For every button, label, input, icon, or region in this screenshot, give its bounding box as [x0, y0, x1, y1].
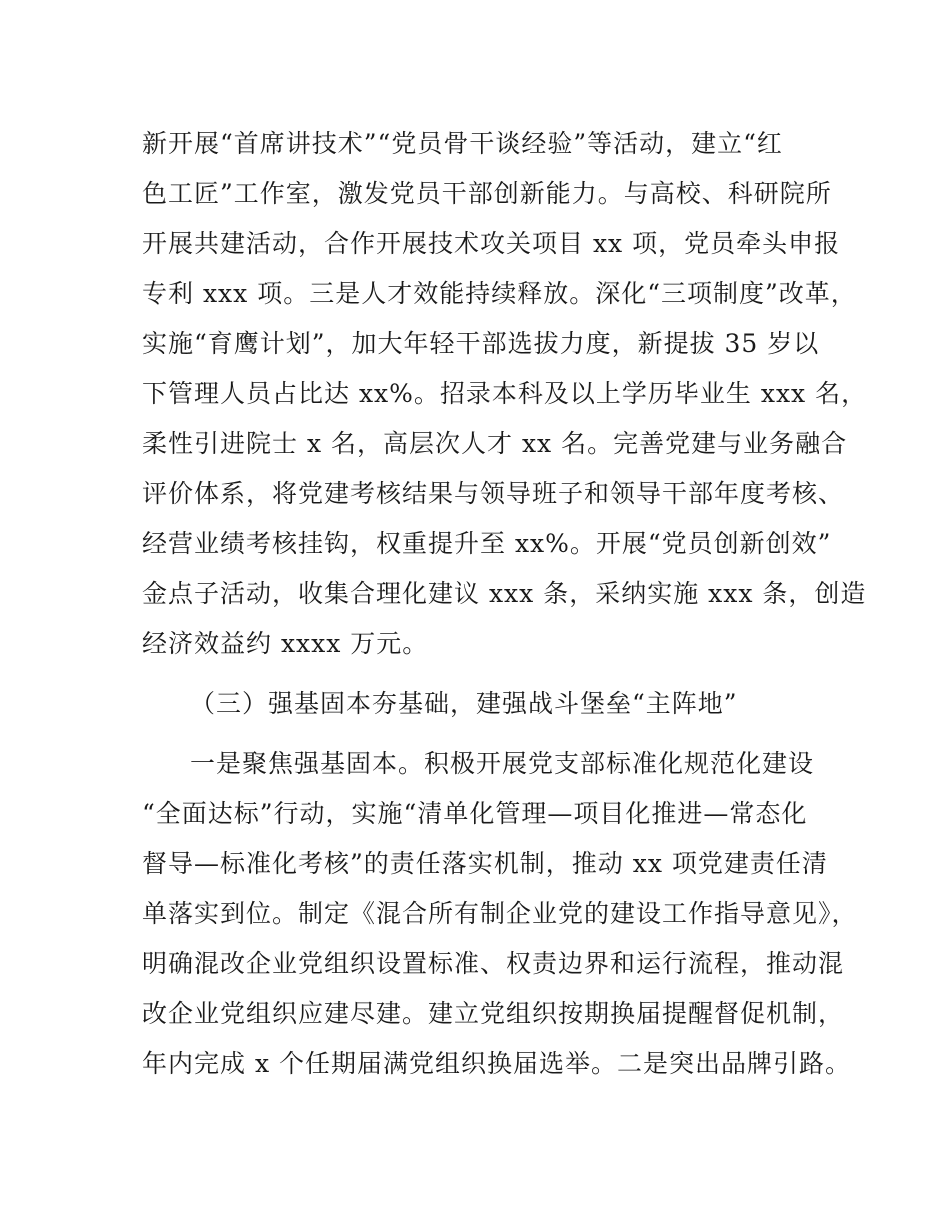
paragraph1-line: 下管理人员占比达 xx%。招录本科及以上学历毕业生 xxx 名， [142, 379, 868, 408]
paragraph2-line: 一是聚焦强基固本。积极开展党支部标准化规范化建设 [190, 749, 815, 778]
paragraph1-line: 开展共建活动，合作开展技术攻关项目 xx 项，党员牵头申报 [142, 229, 841, 258]
paragraph1-line: 色工匠”工作室，激发党员干部创新能力。与高校、科研院所 [142, 179, 832, 208]
paragraph1-line: 金点子活动，收集合理化建议 xxx 条，采纳实施 xxx 条，创造 [142, 579, 867, 608]
paragraph1-line: 新开展“首席讲技术”“党员骨干谈经验”等活动，建立“红 [142, 129, 783, 158]
paragraph1-line: 实施“育鹰计划”，加大年轻干部选拔力度，新提拔 35 岁以 [142, 329, 820, 358]
paragraph2-line: 改企业党组织应建尽建。建立党组织按期换届提醒督促机制， [142, 999, 845, 1028]
paragraph2-line: 单落实到位。制定《混合所有制企业党的建设工作指导意见》， [142, 899, 858, 928]
paragraph1-line: 柔性引进院士 x 名，高层次人才 xx 名。完善党建与业务融合 [142, 429, 848, 458]
paragraph1-line: 经济效益约 xxxx 万元。 [142, 629, 429, 658]
paragraph1-line: 专利 xxx 项。三是人才效能持续释放。深化“三项制度”改革， [142, 279, 857, 308]
paragraph2-line: 督导—标准化考核”的责任落实机制，推动 xx 项党建责任清 [142, 849, 828, 878]
paragraph1-line: 评价体系，将党建考核结果与领导班子和领导干部年度考核、 [142, 479, 845, 508]
section-heading: （三）强基固本夯基础，建强战斗堡垒“主阵地” [190, 689, 738, 718]
paragraph2-line: 明确混改企业党组织设置标准、权责边界和运行流程，推动混 [142, 949, 845, 978]
paragraph1-line: 经营业绩考核挂钩，权重提升至 xx%。开展“党员创新创效” [142, 529, 832, 558]
paragraph2-line: 年内完成 x 个任期届满党组织换届选举。二是突出品牌引路。 [142, 1049, 851, 1078]
paragraph2-line: “全面达标”行动，实施“清单化管理—项目化推进—常态化 [142, 799, 808, 828]
